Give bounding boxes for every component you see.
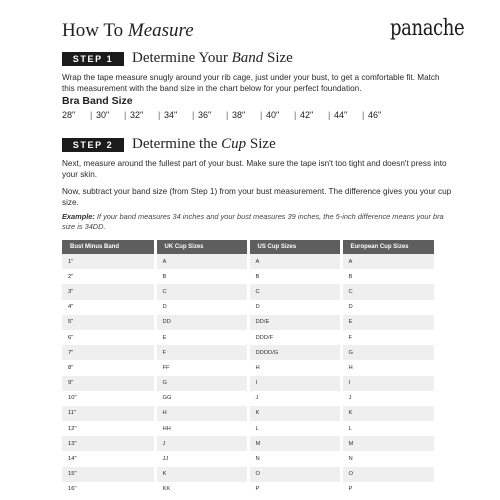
table-row — [62, 436, 434, 451]
cell-eu-cup: A — [341, 254, 434, 269]
cell-eu-cup: B — [341, 269, 434, 284]
cell-eu-cup: J — [341, 391, 434, 406]
cell-us-cup: N — [248, 451, 341, 466]
cell-bust-minus-band: 8" — [62, 360, 155, 375]
table-row — [62, 269, 434, 284]
cell-us-cup: DDDD/G — [248, 345, 341, 360]
cell-uk-cup: E — [155, 330, 248, 345]
cell-uk-cup: A — [155, 254, 248, 269]
band-size-item: 44" — [334, 110, 348, 120]
cell-bust-minus-band: 6" — [62, 330, 155, 345]
cell-bust-minus-band: 15" — [62, 467, 155, 482]
header-us-cup: US Cup Sizes — [248, 240, 341, 254]
cell-eu-cup: D — [341, 300, 434, 315]
cell-us-cup: D — [248, 300, 341, 315]
band-size-separator: | — [362, 110, 365, 120]
example-note — [62, 212, 457, 232]
cell-eu-cup: F — [341, 330, 434, 345]
cell-eu-cup: O — [341, 467, 434, 482]
cell-us-cup: P — [248, 482, 341, 497]
cell-us-cup: DD/E — [248, 315, 341, 330]
cell-uk-cup: G — [155, 376, 248, 391]
cell-uk-cup: GG — [155, 391, 248, 406]
cell-uk-cup: KK — [155, 482, 248, 497]
cell-us-cup: L — [248, 421, 341, 436]
brand-logo: panache — [390, 16, 465, 41]
step1-heading — [132, 50, 293, 67]
band-size-separator: | — [260, 110, 263, 120]
cell-bust-minus-band: 14" — [62, 451, 155, 466]
step1-instructions: Wrap the tape measure snugly around your rib cage, just under your bust, to get a comfortable fit. Match this measurement with the band size in the chart below for your perfect foundation. — [62, 73, 440, 93]
band-size-separator: | — [294, 110, 297, 120]
table-row — [62, 482, 434, 497]
cell-us-cup: H — [248, 360, 341, 375]
step1-heading-italic: Band — [231, 50, 264, 66]
band-size-item: 38" — [232, 110, 246, 120]
table-row — [62, 345, 434, 360]
cell-us-cup: M — [248, 436, 341, 451]
band-size-item: 28" — [62, 110, 76, 120]
cell-bust-minus-band: 13" — [62, 436, 155, 451]
cup-size-table — [62, 240, 434, 497]
band-size-item: 32" — [130, 110, 144, 120]
band-size-separator: | — [328, 110, 331, 120]
cell-uk-cup: DD — [155, 315, 248, 330]
cell-bust-minus-band: 3" — [62, 284, 155, 299]
cell-eu-cup: C — [341, 284, 434, 299]
cell-uk-cup: J — [155, 436, 248, 451]
cell-us-cup: K — [248, 406, 341, 421]
cell-uk-cup: HH — [155, 421, 248, 436]
table-row — [62, 376, 434, 391]
cell-eu-cup: K — [341, 406, 434, 421]
band-size-item: 42" — [300, 110, 314, 120]
cell-bust-minus-band: 5" — [62, 315, 155, 330]
band-size-list — [62, 110, 396, 120]
table-row — [62, 391, 434, 406]
band-size-separator: | — [158, 110, 161, 120]
table-row — [62, 254, 434, 269]
band-size-title: Bra Band Size — [62, 95, 133, 107]
table-header-row — [62, 240, 434, 254]
table-row — [62, 330, 434, 345]
band-size-item: 46" — [368, 110, 382, 120]
header-bust-minus-band: Bust Minus Band — [62, 240, 155, 254]
step2-para-2: Now, subtract your band size (from Step 1) from your bust measurement. The difference gives you your cup size. — [62, 187, 452, 207]
cell-uk-cup: H — [155, 406, 248, 421]
title-plain: How To — [62, 20, 124, 41]
cell-us-cup: I — [248, 376, 341, 391]
step1-badge: STEP 1 — [62, 52, 124, 66]
cell-uk-cup: JJ — [155, 451, 248, 466]
step1-heading-end: Size — [267, 50, 293, 66]
cell-us-cup: C — [248, 284, 341, 299]
step2-heading-end: Size — [249, 136, 276, 152]
band-size-item: 34" — [164, 110, 178, 120]
cell-uk-cup: D — [155, 300, 248, 315]
table-row — [62, 451, 434, 466]
band-size-separator: | — [226, 110, 229, 120]
title-italic: Measure — [127, 20, 194, 41]
cell-eu-cup: E — [341, 315, 434, 330]
cell-uk-cup: C — [155, 284, 248, 299]
example-label: Example: — [62, 212, 95, 221]
table-row — [62, 284, 434, 299]
cell-uk-cup: F — [155, 345, 248, 360]
table-row — [62, 406, 434, 421]
cell-eu-cup: I — [341, 376, 434, 391]
table-row — [62, 421, 434, 436]
band-size-item: 40" — [266, 110, 280, 120]
cell-eu-cup: H — [341, 360, 434, 375]
table-row — [62, 300, 434, 315]
cell-us-cup: B — [248, 269, 341, 284]
step2-heading-italic: Cup — [221, 136, 247, 152]
cell-bust-minus-band: 4" — [62, 300, 155, 315]
step2-para-1: Next, measure around the fullest part of your bust. Make sure the tape isn't too tight and doesn't press into your skin. — [62, 159, 447, 179]
header-uk-cup: UK Cup Sizes — [155, 240, 248, 254]
band-size-separator: | — [192, 110, 195, 120]
cell-us-cup: O — [248, 467, 341, 482]
cell-eu-cup: M — [341, 436, 434, 451]
cell-us-cup: DDD/F — [248, 330, 341, 345]
example-text: If your band measures 34 inches and your bust measures 39 inches, the 5-inch difference means your bra size is 34DD. — [62, 212, 444, 231]
band-size-item: 30" — [96, 110, 110, 120]
cell-bust-minus-band: 2" — [62, 269, 155, 284]
cell-eu-cup: P — [341, 482, 434, 497]
band-size-separator: | — [124, 110, 127, 120]
cell-eu-cup: L — [341, 421, 434, 436]
cell-uk-cup: FF — [155, 360, 248, 375]
step2-heading — [132, 136, 276, 153]
page-title — [62, 20, 194, 42]
cell-uk-cup: B — [155, 269, 248, 284]
cell-bust-minus-band: 12" — [62, 421, 155, 436]
step1-heading-plain: Determine Your — [132, 50, 228, 66]
band-size-item: 36" — [198, 110, 212, 120]
cell-uk-cup: K — [155, 467, 248, 482]
cell-bust-minus-band: 1" — [62, 254, 155, 269]
table-row — [62, 360, 434, 375]
step2-heading-plain: Determine the — [132, 136, 218, 152]
cell-bust-minus-band: 11" — [62, 406, 155, 421]
table-row — [62, 467, 434, 482]
cell-bust-minus-band: 9" — [62, 376, 155, 391]
table-row — [62, 315, 434, 330]
header-eu-cup: European Cup Sizes — [341, 240, 434, 254]
cell-bust-minus-band: 16" — [62, 482, 155, 497]
cell-bust-minus-band: 7" — [62, 345, 155, 360]
cell-us-cup: J — [248, 391, 341, 406]
cell-eu-cup: N — [341, 451, 434, 466]
cell-us-cup: A — [248, 254, 341, 269]
cell-eu-cup: G — [341, 345, 434, 360]
step2-badge: STEP 2 — [62, 138, 124, 152]
cell-bust-minus-band: 10" — [62, 391, 155, 406]
band-size-separator: | — [90, 110, 93, 120]
